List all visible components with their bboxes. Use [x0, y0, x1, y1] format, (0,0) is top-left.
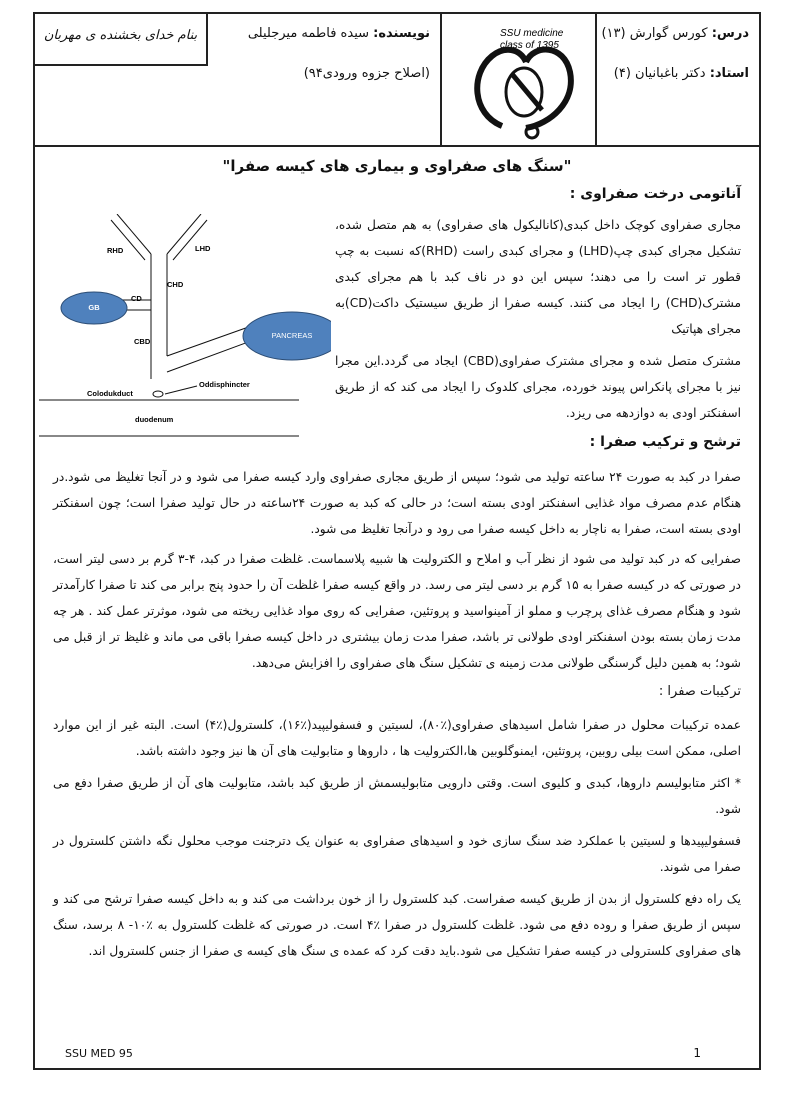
revision-note: (اصلاح جزوه ورودی۹۴) — [303, 66, 430, 81]
label-cbd: CBD — [134, 337, 151, 346]
teacher-label: استاد: — [709, 66, 749, 81]
author-label: نویسنده: — [373, 26, 430, 41]
course-line — [601, 26, 749, 41]
oddi-pointer — [165, 386, 197, 394]
footer-label: SSU MED 95 — [65, 1047, 133, 1060]
composition-paragraph-2 — [53, 770, 741, 822]
ampulla-shape — [153, 391, 163, 397]
page-title: "سنگ های صفراوی و بیماری های کیسه صفرا" — [222, 157, 572, 175]
logo-text-1: SSU medicine — [500, 28, 564, 39]
document-header — [35, 14, 759, 147]
page-number: 1 — [693, 1046, 701, 1060]
author-cell — [210, 14, 440, 145]
label-gb: GB — [88, 303, 100, 312]
composition-text-2: * اکثر متابولیسم داروها، کبدی و کلیوی است. وقتی دارویی متابولیسمش از طریق کبد باشد، متابولیت های آن از طریق صفرا دفع می شود. — [53, 776, 741, 816]
anatomy-paragraph-2 — [335, 348, 741, 426]
university-logo — [442, 14, 597, 145]
label-cd: CD — [131, 294, 142, 303]
anatomy-text-2: مشترک متصل شده و مجرای مشترک صفراوی(CBD) ایجاد می گردد.این مجرا نیز با مجرای پانکراس پیوند خورده، مجرای کلدوک را ایجاد می کند که از طریق اسفنکتر اودی به دوازدهه می ریزد. — [335, 354, 741, 420]
author-line — [248, 26, 430, 41]
secretion-text-1: صفرا در کبد به صورت ۲۴ ساعته تولید می شود؛ سپس از طریق مجاری صفراوی وارد کیسه صفرا می شود و در آنجا تغلیظ می شود.در هنگام عدم مصرف مواد غذایی اسفنکتر اودی بسته است؛ در حالی که کبد به صورت ۲۴ساعته در حال تولید صفرا است؛ چون اسفنکتر اودی بسته است، صفرا به ناچار به داخل کیسه صفرا می رود و درآنجا تغلیظ می شود. — [53, 470, 741, 536]
lhd-line-b — [173, 220, 207, 260]
secretion-paragraph-2 — [53, 546, 741, 676]
label-oddi: Oddisphincter — [199, 380, 250, 389]
basmala-box — [35, 14, 208, 66]
logo-cell — [440, 14, 595, 145]
logo-text-2: class of 1395 — [500, 40, 559, 51]
teacher-name: دکتر باغبانیان (۴) — [613, 66, 706, 81]
composition-text-4: یک راه دفع کلسترول از بدن از طریق کیسه صفراست. کبد کلسترول را از خون برداشت می کند و به داخل کیسه صفرا ترشح می کند و سپس از طریق صفرا و روده دفع می شود. غلظت کلسترول در صفرا ٪۴ است. در صورتی که غلظت کلسترول به ٪۱۰- ۸ برسد، سنگ های صفراوی کلسترولی در کیسه صفرا تشکیل می شود.باید دقت کرد که عمده ی سنگ های کیسه ی صفرا از جنس کلسترول اند. — [53, 892, 741, 958]
secretion-heading: ترشح و ترکیب صفرا : — [589, 434, 741, 450]
secretion-text-2: صفرایی که در کبد تولید می شود از نظر آب و املاح و الکترولیت ها شبیه پلاسماست. غلظت صفرا در کبد، ۴-۳ گرم بر دسی لیتر است، در صورتی که در کیسه صفرا به ۱۵ گرم بر دسی لیتر می رسد. در واقع کیسه صفرا غلظت آن را حدود پنج برابر می کند تا صفرا کارآمدتر شود و هنگام مصرف غذای پرچرب و مملو از آمینواسید و پروتئین، صفرایی که روی مواد غذایی ریخته می شود، موثرتر عمل کند . هر چه مدت زمان بسته بودن اسفنکتر اودی طولانی تر باشد، صفرا مدت زمان بیشتری در داخل کیسه صفرا باقی می ماند و غلیظ تر از قبل می شود؛ به همین دلیل گرسنگی طولانی مدت زمینه ی تشکیل سنگ های صفراوی را افزایش می‌دهد. — [53, 552, 741, 670]
label-duodenum: duodenum — [135, 415, 174, 424]
composition-paragraph-4 — [53, 886, 741, 964]
anatomy-text-1: مجاری صفراوی کوچک داخل کبدی(کانالیکول های صفراوی) به هم متصل شده، تشکیل مجرای کبدی چپ(LHD) و مجرای کبدی راست (RHD)که نسبت به چپ قطور تر است را می دهند؛ سپس این دو در ناف کبد با هم مجرای کبدی مشترک(CHD) را ایجاد می کنند. کیسه صفرا از طریق سیستیک داکت(CD)به مجرای هپاتیک — [335, 218, 741, 336]
composition-paragraph-3 — [53, 828, 741, 880]
label-colodukduct: Colodukduct — [87, 389, 133, 398]
author-name: سیده فاطمه میرجلیلی — [247, 26, 370, 41]
teacher-line — [614, 66, 749, 81]
course-cell — [595, 14, 759, 145]
course-label: درس: — [711, 26, 749, 41]
composition-text-1: عمده ترکیبات محلول در صفرا شامل اسیدهای صفراوی(٪۸۰)، لسیتین و فسفولیپید(٪۱۶)، کلسترول(٪۴) است. البته غیر از این موارد اصلی، ممکن است بیلی روبین، پروتئین، ایمنوگلوبین ها،الکترولیت ها ، داروها و متابولیت های آن ها نیز وجود داشته باشد. — [53, 718, 741, 758]
course-name: کورس گوارش (۱۳) — [601, 26, 708, 41]
secretion-paragraph-1 — [53, 464, 741, 542]
composition-text-3: فسفولیپیدها و لسیتین با عملکرد ضد سنگ سازی خود و اسیدهای صفراوی به عنوان یک دترجنت موجب محلول نگه داشتن کلسترول در صفرا می شوند. — [53, 834, 741, 874]
label-lhd: LHD — [195, 244, 211, 253]
composition-heading: ترکیبات صفرا : — [658, 684, 741, 699]
page-frame — [33, 12, 761, 1070]
biliary-tree-diagram — [39, 214, 331, 439]
label-pancreas: PANCREAS — [271, 331, 313, 340]
composition-paragraph-1 — [53, 712, 741, 764]
anatomy-heading: آناتومی درخت صفراوی : — [569, 186, 741, 202]
label-rhd: RHD — [107, 246, 124, 255]
basmala-text: بنام خدای بخشنده ی مهربان — [43, 28, 198, 43]
anatomy-paragraph-1 — [335, 212, 741, 342]
label-chd: CHD — [167, 280, 184, 289]
